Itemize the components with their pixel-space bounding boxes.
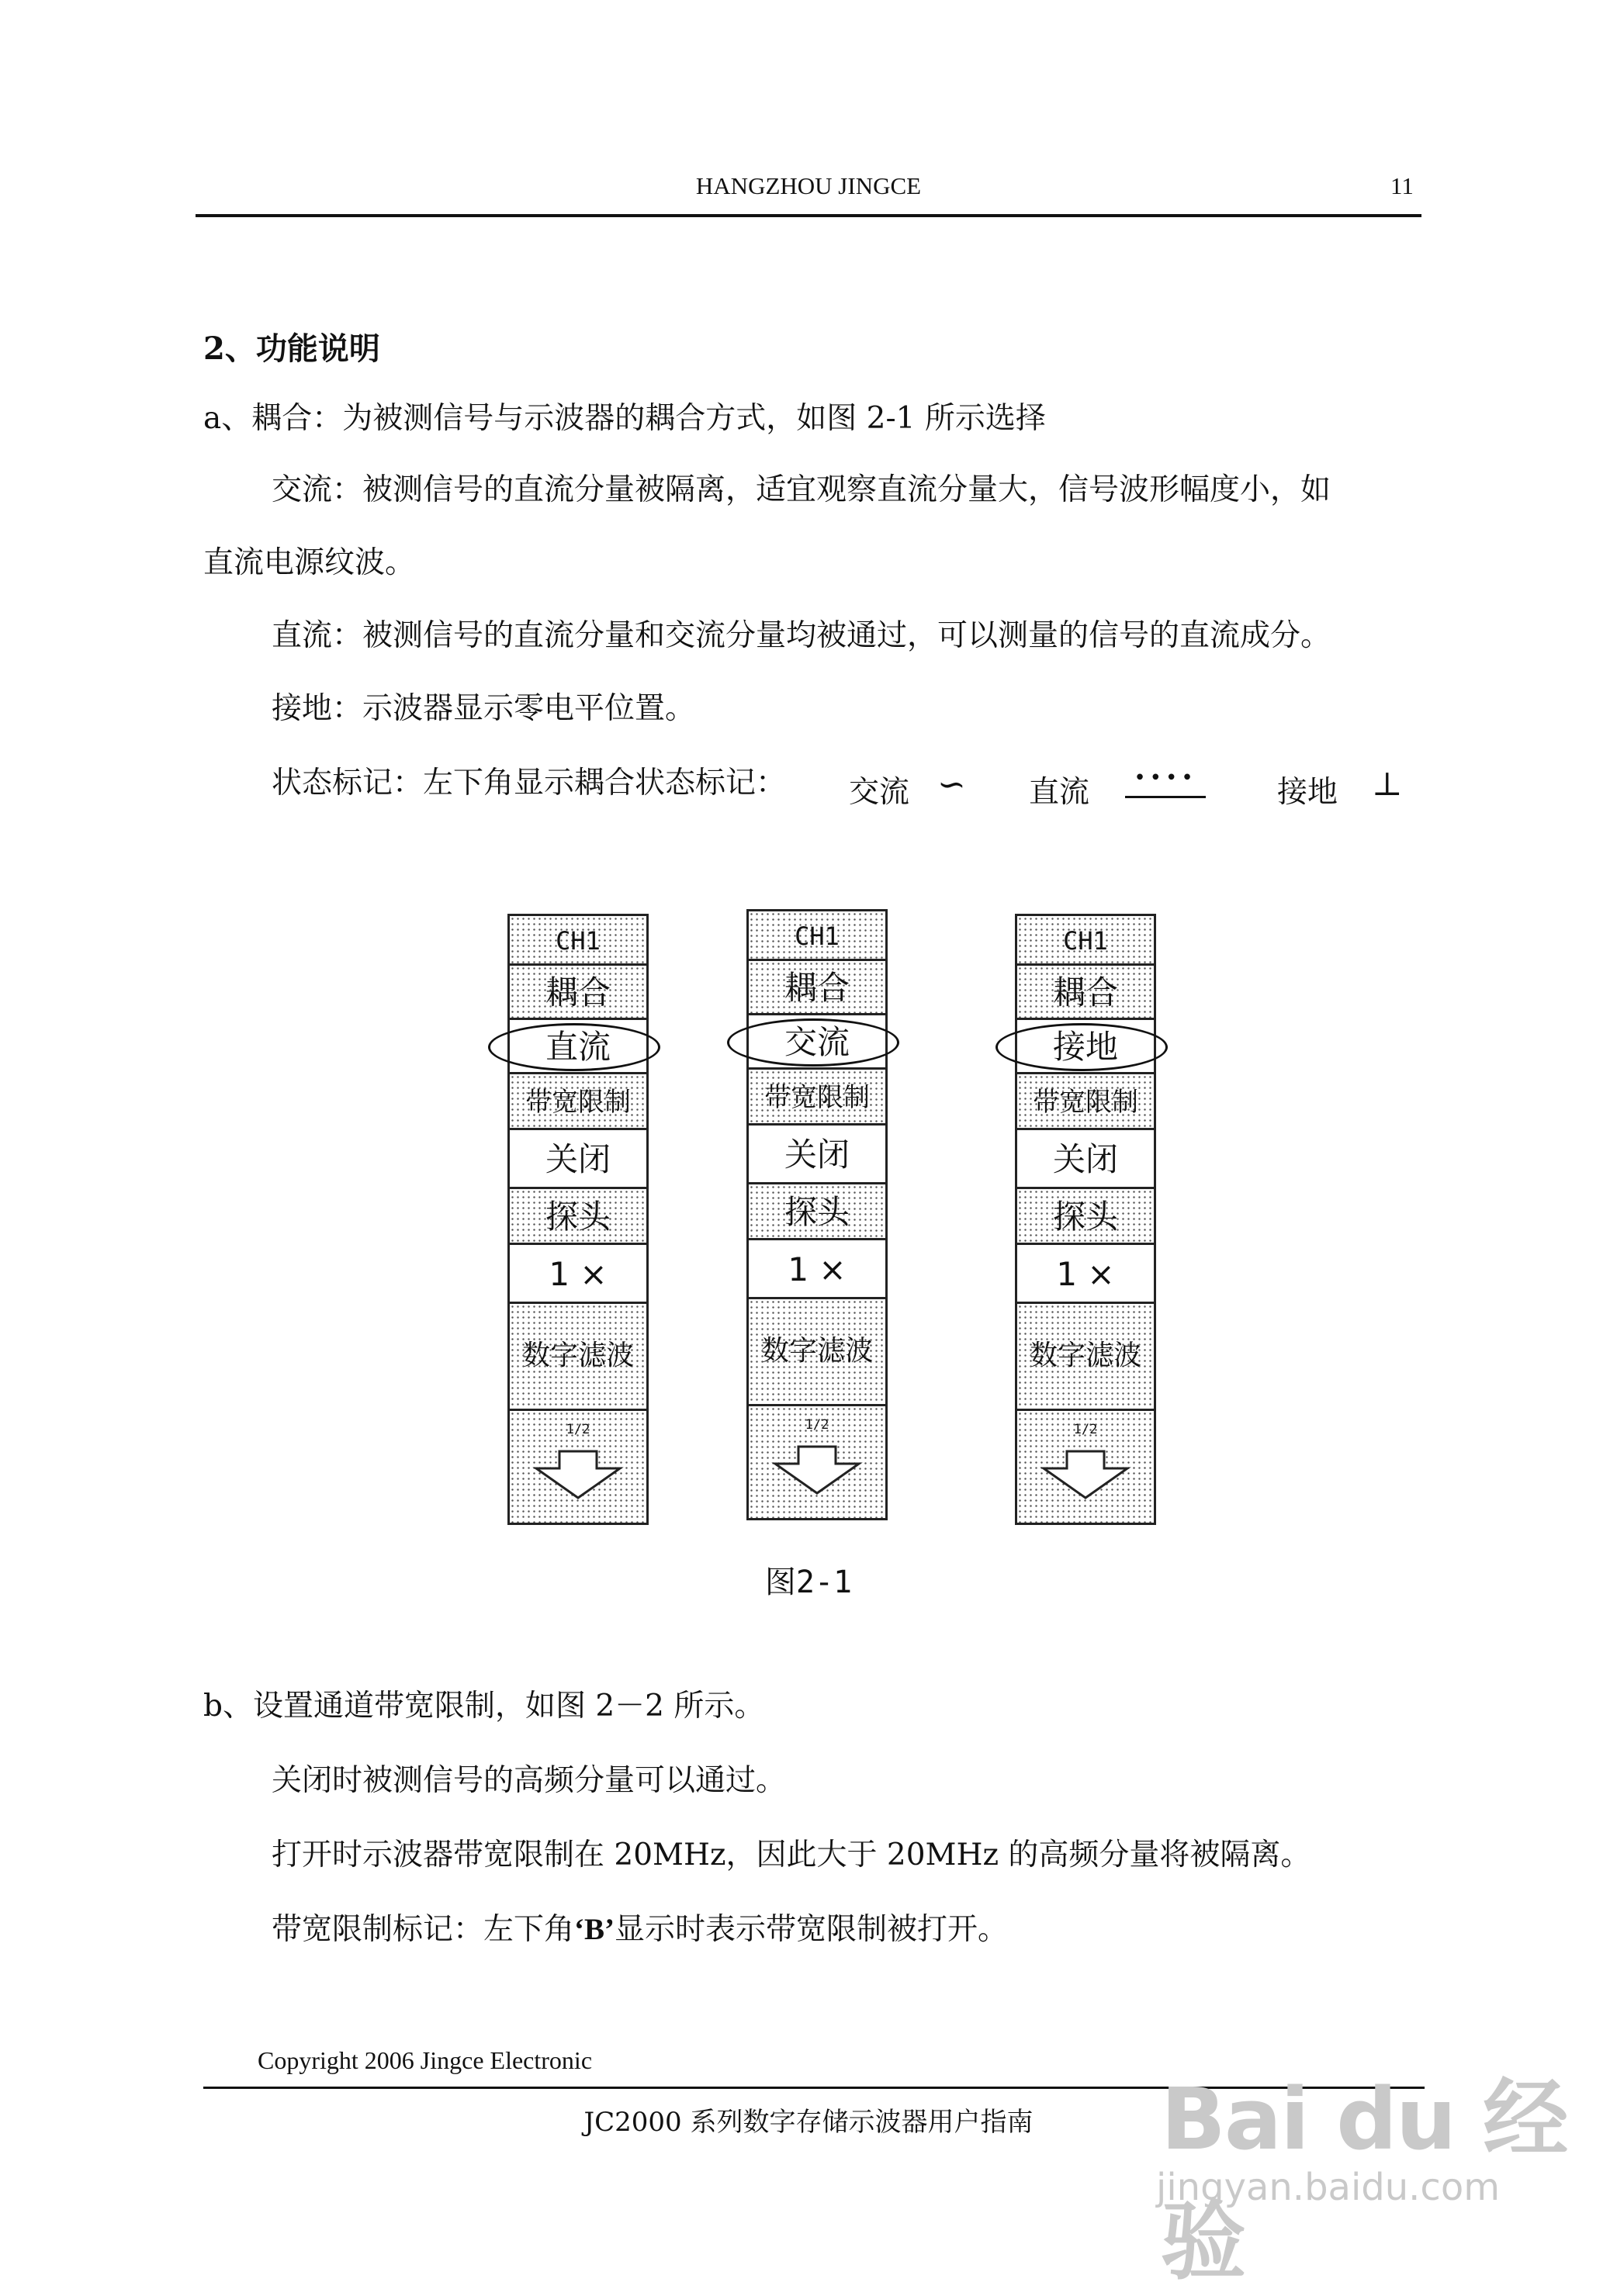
coupling-value: 接地 [1052,1028,1118,1066]
figure-caption: 图2-1 [764,1565,853,1600]
header-title: HANGZHOU JINGCE [695,172,922,199]
bandwidth-mark-prefix: 带宽限制标记：左下角 [272,1912,575,1947]
ac-symbol-icon: ∽ [937,765,966,804]
copyright: Copyright 2006 Jingce Electronic [258,2046,593,2074]
status-mark-label: 状态标记：左下角显示耦合状态标记： [272,766,787,800]
mark-dc-label: 直流 [1029,775,1090,810]
ground-symbol-icon: ⊥ [1372,765,1403,803]
probe-label: 探头 [749,1184,885,1240]
down-arrow-icon [770,1444,864,1498]
dc-symbol-icon [1125,766,1206,798]
next-page-cell [510,1411,646,1523]
channel-label: CH1 [1017,916,1154,966]
dc-symbol-underline [1125,796,1206,798]
baidu-watermark [1156,2035,1591,2291]
coupling-label: 耦合 [510,966,646,1020]
coupling-dc-text: 直流：被测信号的直流分量和交流分量均被通过，可以测量的信号的直流成分。 [272,618,1331,653]
probe-label: 探头 [1017,1189,1154,1245]
coupling-label: 耦合 [749,961,885,1015]
bandwidth-intro: b、设置通道带宽限制，如图 2－2 所示。 [203,1689,765,1724]
page-indicator: 1/2 [805,1417,829,1433]
page-indicator: 1/2 [566,1422,590,1437]
coupling-value: 交流 [784,1023,850,1061]
section-title: 2、功能说明 [203,330,380,367]
dc-symbol-dots: •••• [1134,766,1197,790]
page-indicator: 1/2 [1073,1422,1098,1437]
digital-filter-label: 数字滤波 [510,1304,646,1411]
coupling-ac-text-cont: 直流电源纹波。 [203,545,416,580]
down-arrow-icon [1039,1448,1132,1502]
bandwidth-mark-letter: ‘B’ [574,1913,615,1946]
probe-value: 1 × [749,1240,885,1299]
probe-value: 1 × [510,1245,646,1304]
digital-filter-label: 数字滤波 [1017,1304,1154,1411]
menu-panel-dc [507,914,649,1525]
coupling-value-cell [749,1015,885,1070]
page-number: 11 [1390,172,1414,199]
bandwidth-label: 带宽限制 [749,1070,885,1126]
watermark-url: jingyan.baidu.com [1156,2166,1500,2209]
probe-label: 探头 [510,1189,646,1245]
next-page-cell [1017,1411,1154,1523]
coupling-ground-text: 接地：示波器显示零电平位置。 [272,691,696,726]
bandwidth-value: 关闭 [1017,1130,1154,1189]
bandwidth-mark-text [272,1914,1008,1945]
coupling-ac-text: 交流：被测信号的直流分量被隔离，适宜观察直流分量大，信号波形幅度小，如 [272,472,1331,507]
bandwidth-label: 带宽限制 [1017,1074,1154,1130]
channel-label: CH1 [510,916,646,966]
coupling-value-cell [510,1020,646,1074]
down-arrow-icon [531,1448,625,1502]
coupling-value: 直流 [545,1028,611,1066]
bandwidth-mark-suffix: 显示时表示带宽限制被打开。 [615,1912,1009,1947]
footer-title: JC2000 系列数字存储示波器用户指南 [583,2107,1034,2138]
mark-ground-label: 接地 [1277,775,1338,810]
mark-ac-label: 交流 [849,775,910,810]
bandwidth-off-text: 关闭时被测信号的高频分量可以通过。 [272,1763,787,1798]
watermark-brand: Bai du 经验 [1161,2070,1567,2291]
header-divider [196,214,1421,217]
bandwidth-label: 带宽限制 [510,1074,646,1130]
bandwidth-value: 关闭 [510,1130,646,1189]
menu-panel-ground [1015,914,1156,1525]
probe-value: 1 × [1017,1245,1154,1304]
digital-filter-label: 数字滤波 [749,1299,885,1406]
channel-label: CH1 [749,911,885,961]
next-page-cell [749,1406,885,1518]
bandwidth-on-text: 打开时示波器带宽限制在 20MHz，因此大于 20MHz 的高频分量将被隔离。 [272,1838,1311,1872]
menu-panel-ac [746,909,888,1520]
coupling-intro: a、耦合：为被测信号与示波器的耦合方式，如图 2-1 所示选择 [203,401,1046,436]
coupling-value-cell [1017,1020,1154,1074]
coupling-label: 耦合 [1017,966,1154,1020]
bandwidth-value: 关闭 [749,1126,885,1184]
